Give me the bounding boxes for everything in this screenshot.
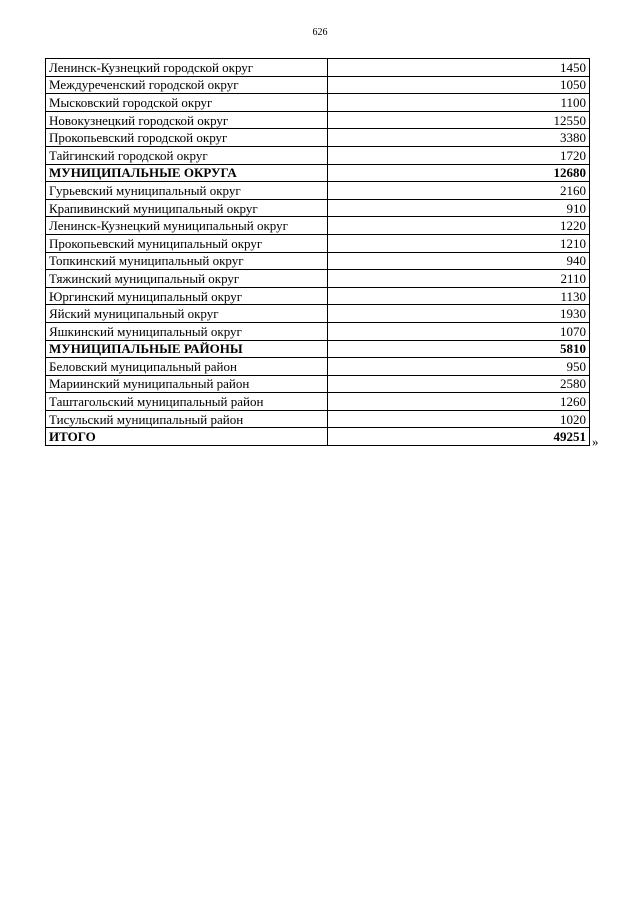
table-row [46, 252, 590, 270]
row-name-cell: Мысковский городской округ [46, 94, 328, 112]
row-value-cell: 910 [328, 199, 590, 217]
row-name-cell: Гурьевский муниципальный округ [46, 182, 328, 200]
row-value-cell: 1260 [328, 393, 590, 411]
row-name-cell: Тисульский муниципальный район [46, 410, 328, 428]
table-row [46, 111, 590, 129]
row-name-cell: Ленинск-Кузнецкий городской округ [46, 59, 328, 77]
row-value-cell: 1020 [328, 410, 590, 428]
row-name-cell: Прокопьевский городской округ [46, 129, 328, 147]
table-row [46, 146, 590, 164]
row-value-cell: 2580 [328, 375, 590, 393]
row-value-cell: 5810 [328, 340, 590, 358]
table-row [46, 270, 590, 288]
table-row [46, 182, 590, 200]
closing-quote: » [592, 434, 599, 449]
row-name-cell: Беловский муниципальный район [46, 358, 328, 376]
row-value-cell: 1210 [328, 234, 590, 252]
row-name-cell: Топкинский муниципальный округ [46, 252, 328, 270]
table-row [46, 199, 590, 217]
row-value-cell: 1050 [328, 76, 590, 94]
row-name-cell: Тайгинский городской округ [46, 146, 328, 164]
table-row [46, 76, 590, 94]
row-value-cell: 1930 [328, 305, 590, 323]
row-name-cell: Яшкинский муниципальный округ [46, 322, 328, 340]
row-name-cell: Ленинск-Кузнецкий муниципальный округ [46, 217, 328, 235]
table-row [46, 358, 590, 376]
row-value-cell: 1070 [328, 322, 590, 340]
row-name-cell: МУНИЦИПАЛЬНЫЕ РАЙОНЫ [46, 340, 328, 358]
table-row [46, 305, 590, 323]
table-row-total [46, 164, 590, 182]
row-value-cell: 3380 [328, 129, 590, 147]
table-row-total [46, 340, 590, 358]
table-body [46, 59, 590, 446]
row-value-cell: 1220 [328, 217, 590, 235]
table-row [46, 59, 590, 77]
row-value-cell: 12550 [328, 111, 590, 129]
allocation-table [45, 58, 590, 446]
row-value-cell: 1130 [328, 287, 590, 305]
table-row [46, 322, 590, 340]
row-name-cell: Таштагольский муниципальный район [46, 393, 328, 411]
table-row [46, 234, 590, 252]
table-row-total [46, 428, 590, 446]
table-row [46, 129, 590, 147]
table-row [46, 375, 590, 393]
table-row [46, 217, 590, 235]
row-name-cell: Крапивинский муниципальный округ [46, 199, 328, 217]
row-name-cell: МУНИЦИПАЛЬНЫЕ ОКРУГА [46, 164, 328, 182]
row-name-cell: ИТОГО [46, 428, 328, 446]
row-value-cell: 940 [328, 252, 590, 270]
row-value-cell: 950 [328, 358, 590, 376]
page-number: 626 [312, 27, 328, 38]
row-value-cell: 2110 [328, 270, 590, 288]
table-row [46, 393, 590, 411]
row-name-cell: Тяжинский муниципальный округ [46, 270, 328, 288]
row-value-cell: 12680 [328, 164, 590, 182]
row-value-cell: 49251 [328, 428, 590, 446]
row-name-cell: Междуреченский городской округ [46, 76, 328, 94]
row-name-cell: Яйский муниципальный округ [46, 305, 328, 323]
row-value-cell: 2160 [328, 182, 590, 200]
row-name-cell: Мариинский муниципальный район [46, 375, 328, 393]
row-value-cell: 1100 [328, 94, 590, 112]
row-name-cell: Юргинский муниципальный округ [46, 287, 328, 305]
table-row [46, 410, 590, 428]
table-row [46, 94, 590, 112]
row-value-cell: 1450 [328, 59, 590, 77]
row-value-cell: 1720 [328, 146, 590, 164]
row-name-cell: Новокузнецкий городской округ [46, 111, 328, 129]
row-name-cell: Прокопьевский муниципальный округ [46, 234, 328, 252]
table-row [46, 287, 590, 305]
